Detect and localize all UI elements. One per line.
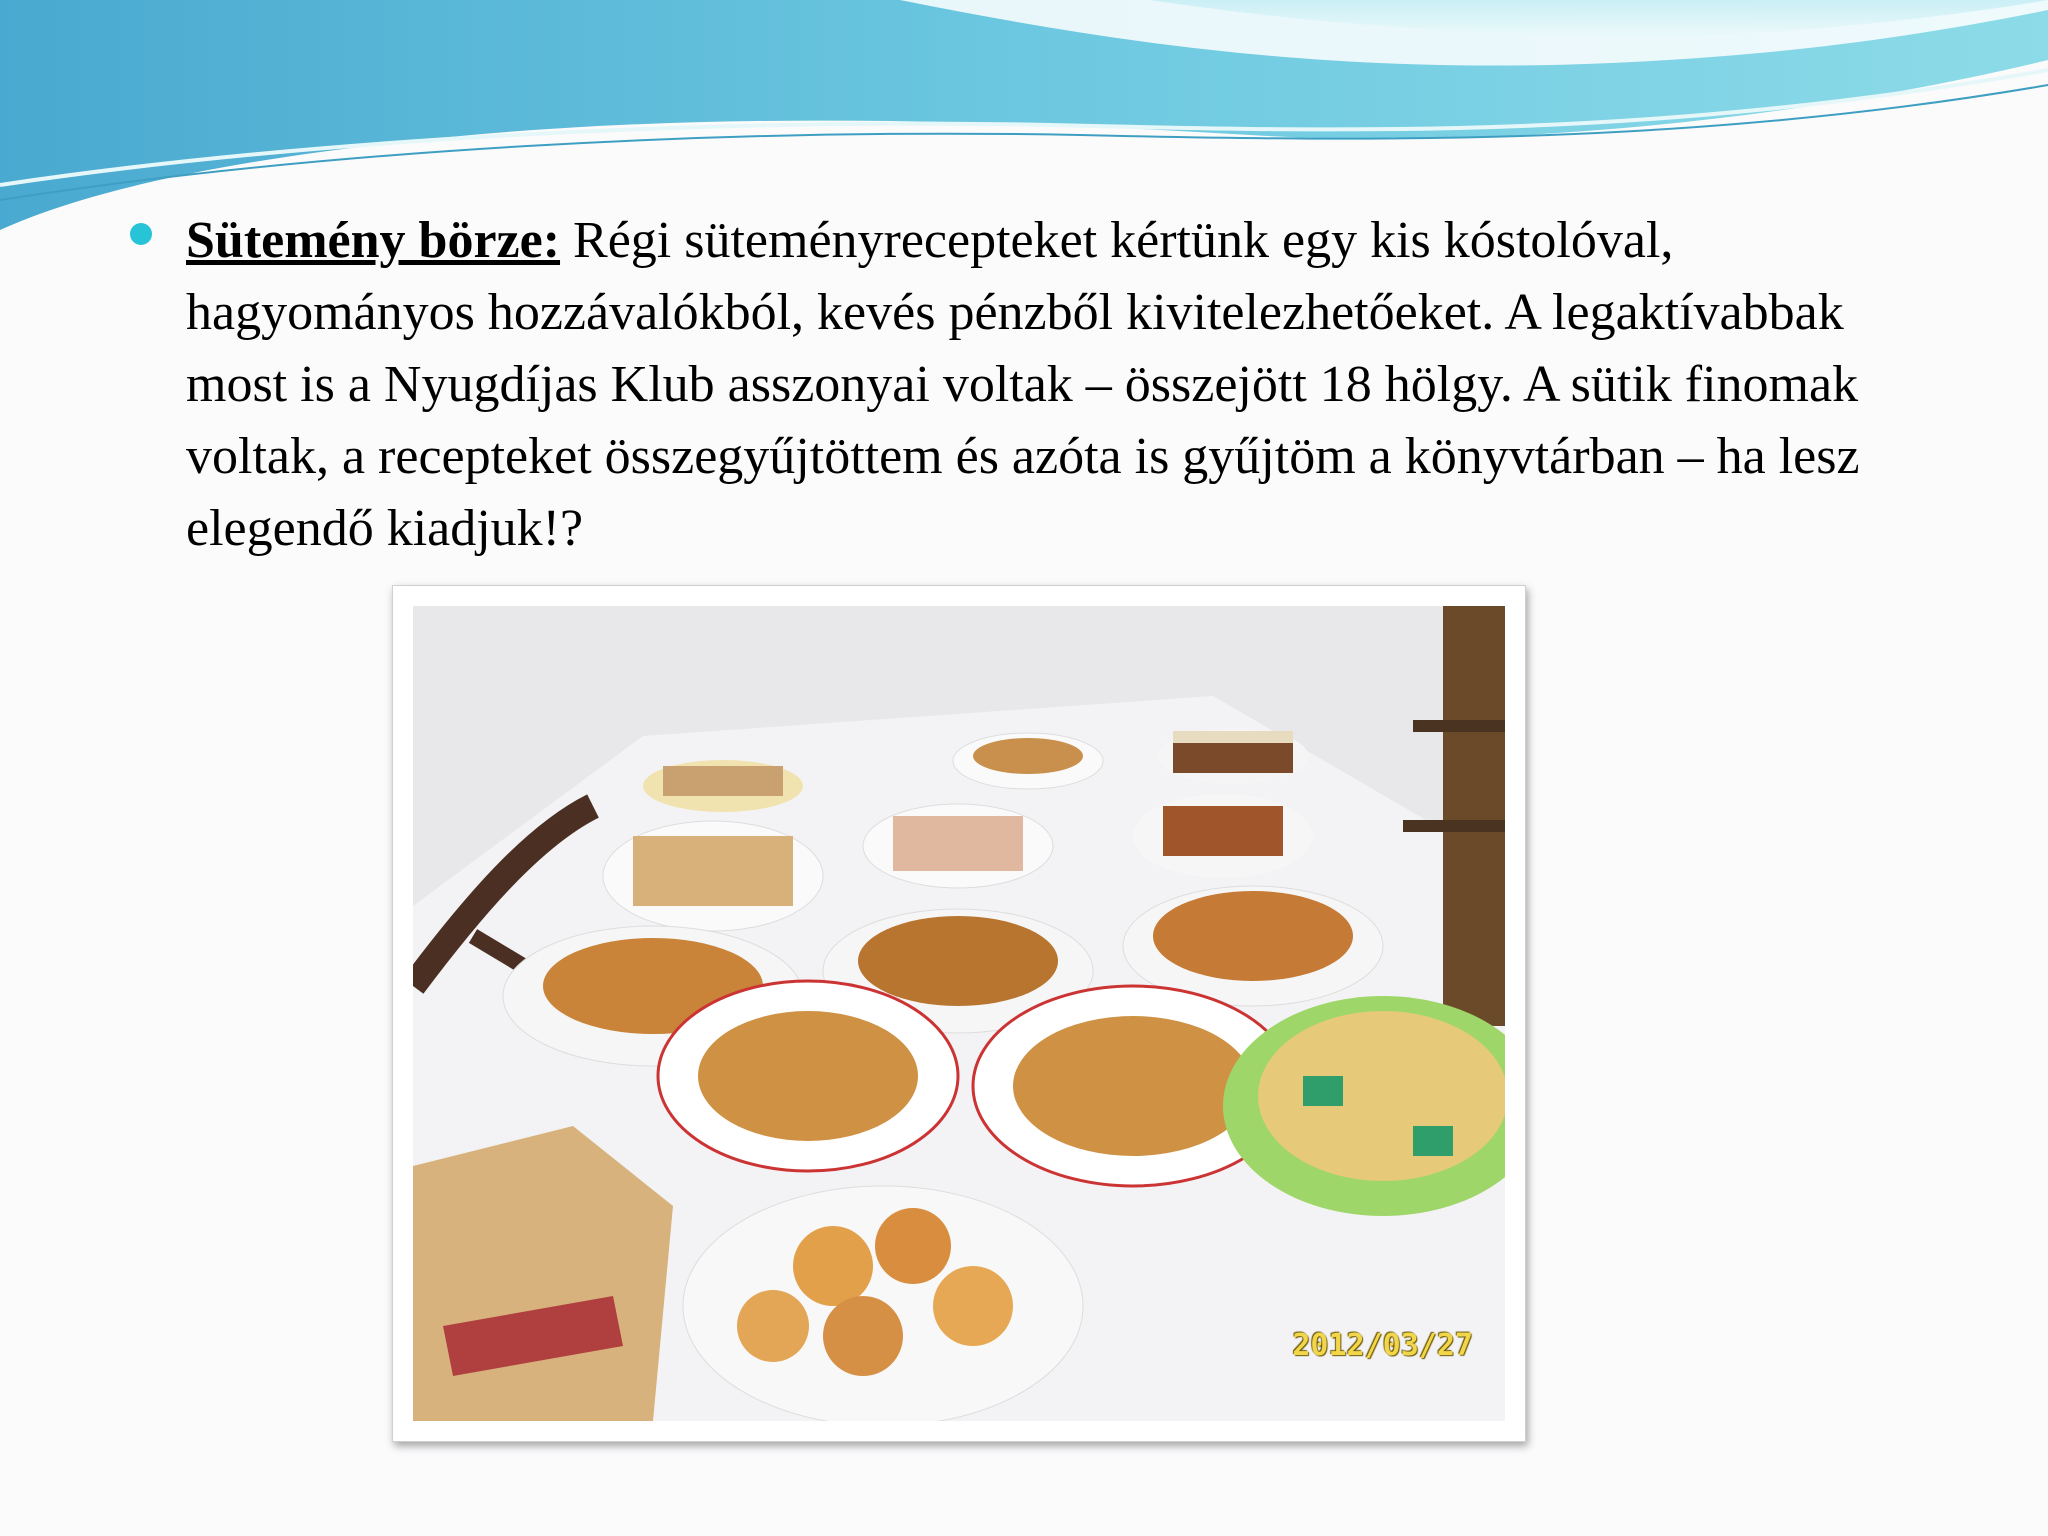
slide-content <box>130 205 1910 565</box>
bullet-text <box>186 205 1910 565</box>
bullet-body: Régi süteményrecepteket kértünk egy kis kóstolóval, hagyományos hozzávalókból, kevés pénzből kivitelezhetőeket. A legaktívabbak most is a Nyugdíjas Klub asszonyai voltak – összejött 18 hölgy. A sütik finomak voltak, a recepteket összegyűjtöttem és azóta is gyűjtöm a könyvtárban – ha lesz elegendő kiadjuk!? <box>186 212 1860 557</box>
photo-date-stamp: 2012/03/27 <box>1292 1328 1473 1363</box>
pastry-table-photo <box>413 606 1505 1421</box>
bullet-item <box>130 205 1910 565</box>
bullet-dot-icon <box>130 223 152 245</box>
header-wave-decoration <box>0 0 2048 240</box>
bullet-term: Sütemény börze: <box>186 212 561 269</box>
pastry-photo-frame <box>392 585 1526 1442</box>
